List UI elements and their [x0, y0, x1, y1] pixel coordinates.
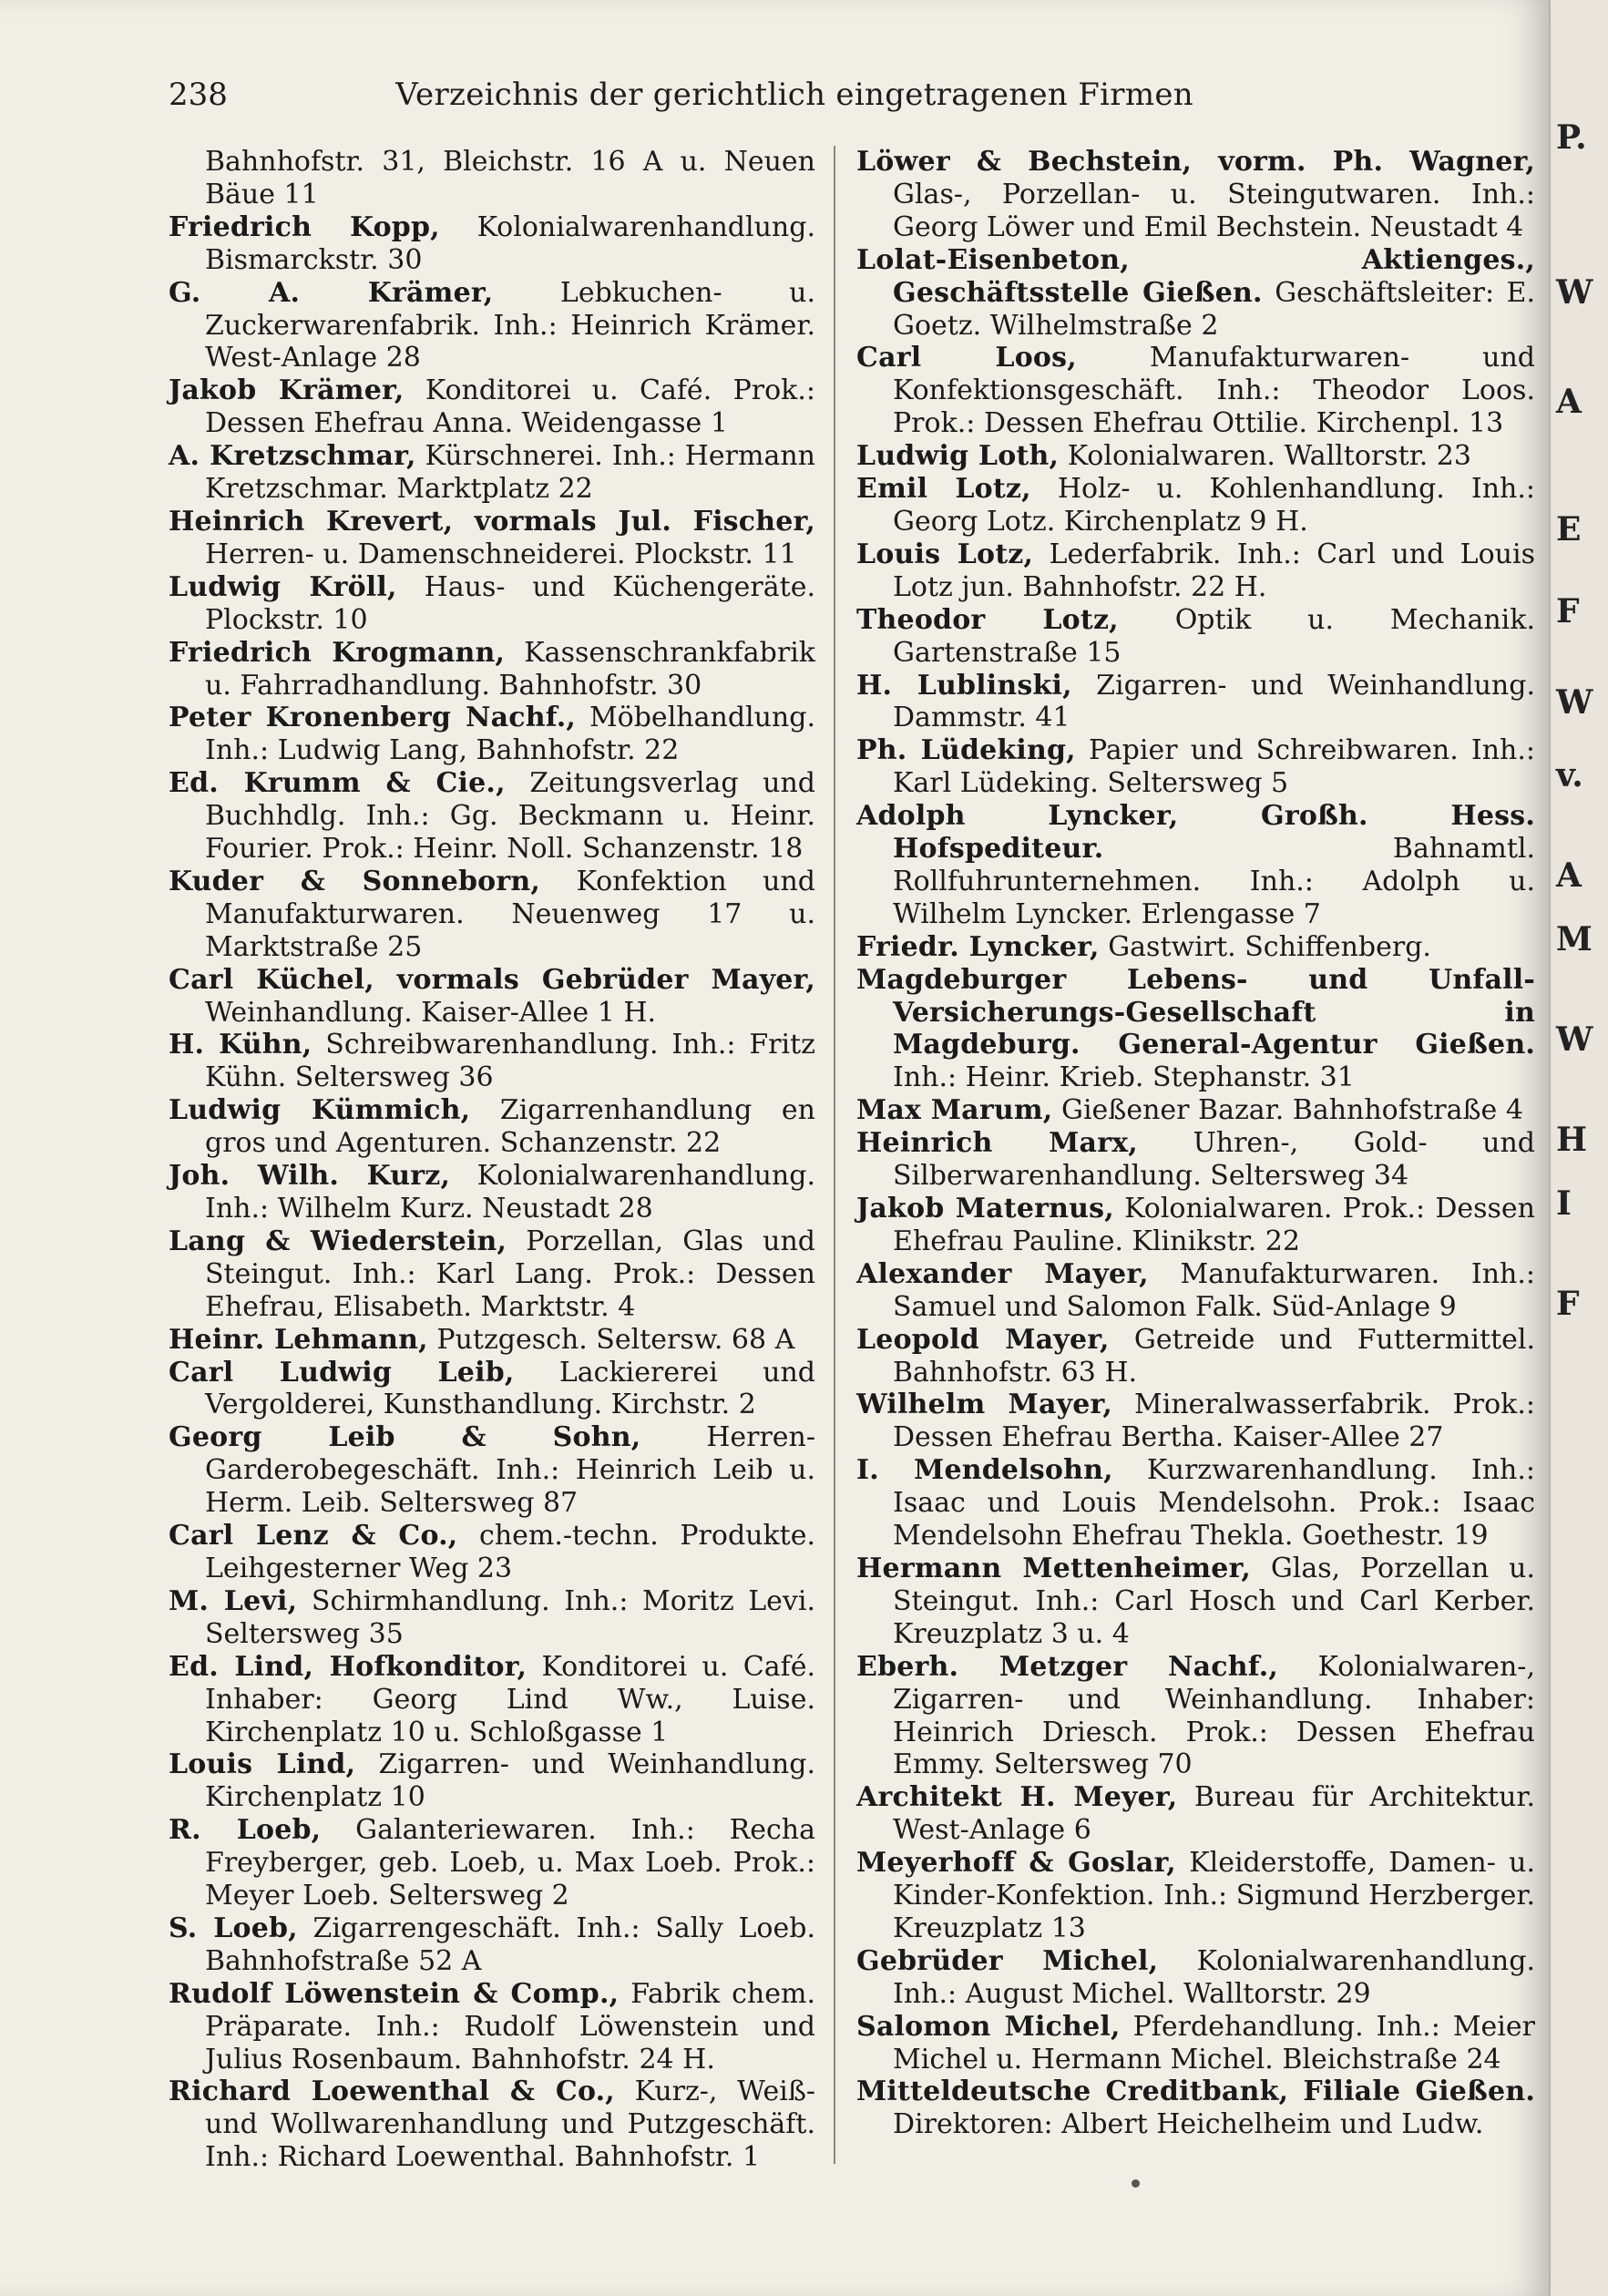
firm-name: H. Lublinski,	[856, 669, 1072, 702]
adjacent-page-fragment: P.	[1556, 118, 1587, 157]
firm-name: Eberh. Metzger Nachf.,	[856, 1650, 1279, 1683]
firm-details: Mineralwasserfabrik. Prok.: Dessen Ehefrau Bertha. Kaiser-Allee 27	[893, 1389, 1535, 1454]
firm-name: Magdeburger Lebens- und Unfall-Versicherungs-Gesellschaft in Magdeburg. General-Agentur Gießen.	[856, 963, 1535, 1061]
firm-details: Fabrik chem. Präparate. Inh.: Rudolf Löwenstein und Julius Rosenbaum. Bahnhofstr. 24 H.	[205, 1977, 815, 2076]
directory-entry	[856, 1258, 1535, 1324]
directory-entry	[856, 1781, 1535, 1847]
directory-entry	[169, 211, 815, 277]
directory-entry	[856, 1454, 1535, 1553]
firm-details: Herren-Garderobegeschäft. Inh.: Heinrich Leib u. Herm. Leib. Seltersweg 87	[205, 1421, 815, 1520]
firm-name: R. Loeb,	[169, 1814, 322, 1847]
firm-name: Ludwig Loth,	[856, 440, 1060, 473]
firm-details: Galanteriewaren. Inh.: Recha Freyberger, geb. Loeb, u. Max Loeb. Prok.: Meyer Loeb. Seltersweg 2	[205, 1814, 815, 1912]
directory-entry	[169, 146, 815, 211]
firm-details: Zigarrenhandlung en gros und Agenturen. Schanzenstr. 22	[205, 1094, 815, 1160]
firm-name: Friedrich Kopp,	[169, 210, 440, 243]
firm-name: Jakob Krämer,	[169, 374, 405, 407]
firm-name: Adolph Lyncker, Großh. Hess. Hofspediteur.	[856, 800, 1535, 866]
firm-name: Louis Lind,	[169, 1748, 356, 1781]
firm-details: Kürschnerei. Inh.: Hermann Kretzschmar. Marktplatz 22	[205, 440, 815, 506]
ink-spot	[1132, 2179, 1140, 2188]
firm-details: Zigarren- und Weinhandlung. Kirchenplatz 10	[205, 1748, 815, 1814]
adjacent-page-fragment: I	[1556, 1184, 1572, 1223]
directory-entry	[169, 1324, 815, 1357]
firm-details: Kolonialwarenhandlung. Inh.: Wilhelm Kurz. Neustadt 28	[205, 1160, 815, 1225]
firm-name: Alexander Mayer,	[856, 1257, 1149, 1290]
firm-details: Porzellan, Glas und Steingut. Inh.: Karl Lang. Prok.: Dessen Ehefrau, Elisabeth. Marktstr. 4	[205, 1225, 815, 1323]
directory-entry	[856, 1094, 1535, 1127]
firm-name: Rudolf Löwenstein & Comp.,	[169, 1977, 620, 2010]
firm-details: Zigarrengeschäft. Inh.: Sally Loeb. Bahnhofstraße 52 A	[205, 1912, 815, 1977]
firm-name: Emil Lotz,	[856, 473, 1031, 506]
firm-name: Ed. Krumm & Cie.,	[169, 767, 506, 800]
firm-details: Lederfabrik. Inh.: Carl und Louis Lotz jun. Bahnhofstr. 22 H.	[893, 538, 1535, 603]
directory-entry	[856, 146, 1535, 244]
firm-details: Getreide und Futtermittel. Bahnhofstr. 63 H.	[893, 1323, 1535, 1389]
directory-entry	[856, 2011, 1535, 2076]
right-column	[856, 146, 1535, 2141]
directory-entry	[169, 1160, 815, 1225]
directory-entry	[169, 1421, 815, 1520]
directory-entry	[169, 1912, 815, 1978]
adjacent-page-fragment: H	[1556, 1121, 1588, 1159]
directory-entry	[856, 244, 1535, 343]
directory-entry	[856, 1127, 1535, 1193]
firm-name: Leopold Mayer,	[856, 1323, 1110, 1356]
directory-entry	[856, 1847, 1535, 1945]
directory-entry	[856, 670, 1535, 735]
firm-name: Friedr. Lyncker,	[856, 930, 1100, 963]
firm-details: Haus- und Küchengeräte. Plockstr. 10	[205, 570, 815, 636]
firm-name: Joh. Wilh. Kurz,	[169, 1160, 451, 1193]
firm-name: I. Mendelsohn,	[856, 1454, 1113, 1487]
directory-entry	[169, 1225, 815, 1324]
firm-details: Glas, Porzellan u. Steingut. Inh.: Carl Hosch und Carl Kerber. Kreuzplatz 3 u. 4	[893, 1552, 1535, 1650]
directory-entry	[169, 767, 815, 866]
firm-details: Kassenschrankfabrik u. Fahrradhandlung. Bahnhofstr. 30	[205, 636, 815, 702]
firm-name: Löwer & Bechstein, vorm. Ph. Wagner,	[856, 146, 1535, 178]
firm-details: Gastwirt. Schiffenberg.	[1108, 930, 1431, 963]
directory-entry	[169, 964, 815, 1030]
directory-entry	[856, 800, 1535, 931]
firm-name: Ludwig Kümmich,	[169, 1094, 471, 1127]
firm-details: Konditorei u. Café. Inhaber: Georg Lind Ww., Luise. Kirchenplatz 10 u. Schloßgasse 1	[205, 1650, 815, 1748]
firm-name: Ph. Lüdeking,	[856, 734, 1076, 767]
adjacent-page-fragment: W	[1556, 1020, 1593, 1059]
adjacent-page-fragment: E	[1556, 510, 1582, 548]
directory-entry	[856, 604, 1535, 670]
firm-details: Konfektion und Manufakturwaren. Neuenweg 17 u. Marktstraße 25	[205, 865, 815, 963]
page-number: 238	[169, 77, 228, 113]
firm-name: Hermann Mettenheimer,	[856, 1552, 1252, 1584]
firm-details: Manufakturwaren- und Konfektionsgeschäft. Inh.: Theodor Loos. Prok.: Dessen Ehefrau Ottilie. Kirchenpl. 13	[893, 342, 1535, 440]
firm-details: Zeitungsverlag und Buchhdlg. Inh.: Gg. Beckmann u. Heinr. Fourier. Prok.: Heinr. Noll. Schanzenstr. 18	[205, 767, 815, 866]
directory-entry	[856, 2076, 1535, 2141]
adjacent-page-edge	[1549, 0, 1608, 2296]
firm-details: Herren- u. Damenschneiderei. Plockstr. 11	[205, 538, 797, 570]
running-title: Verzeichnis der gerichtlich eingetragenen Firmen	[395, 77, 1193, 113]
firm-name: Theodor Lotz,	[856, 603, 1119, 636]
firm-details: Gießener Bazar. Bahnhofstraße 4	[1060, 1094, 1523, 1127]
directory-entry	[169, 1748, 815, 1814]
directory-entry	[169, 1978, 815, 2076]
adjacent-page-fragment: F	[1556, 1285, 1580, 1323]
page-header	[169, 77, 1193, 124]
firm-name: Ed. Lind, Hofkonditor,	[169, 1650, 527, 1683]
column-divider	[834, 146, 835, 2164]
firm-details: Direktoren: Albert Heichelheim und Ludw.	[893, 2108, 1484, 2141]
directory-entry	[169, 440, 815, 506]
firm-name: Gebrüder Michel,	[856, 1944, 1159, 1977]
firm-name: Ludwig Kröll,	[169, 570, 397, 603]
firm-details: Bahnamtl. Rollfuhrunternehmen. Inh.: Adolph u. Wilhelm Lyncker. Erlengasse 7	[893, 833, 1535, 930]
firm-name: Louis Lotz,	[856, 538, 1034, 570]
directory-entry	[169, 506, 815, 571]
firm-details: Manufakturwaren. Inh.: Samuel und Salomon Falk. Süd-Anlage 9	[893, 1257, 1535, 1323]
firm-name: Friedrich Krogmann,	[169, 636, 506, 669]
firm-name: Heinrich Krevert, vormals Jul. Fischer,	[169, 505, 815, 538]
firm-details: Kolonialwaren-, Zigarren- und Weinhandlung. Inhaber: Heinrich Driesch. Prok.: Dessen Ehefrau Emmy. Seltersweg 70	[893, 1650, 1535, 1781]
directory-entry	[169, 702, 815, 767]
directory-entry	[856, 1324, 1535, 1389]
firm-name: S. Loeb,	[169, 1912, 298, 1944]
directory-entry	[856, 1553, 1535, 1651]
directory-entry	[169, 1029, 815, 1094]
directory-entry	[856, 1651, 1535, 1782]
firm-details: Kolonialwaren. Walltorstr. 23	[1067, 440, 1471, 473]
adjacent-page-fragment: W	[1556, 273, 1593, 312]
firm-name: Meyerhoff & Goslar,	[856, 1847, 1176, 1880]
firm-name: Lang & Wiederstein,	[169, 1225, 507, 1257]
firm-details: Glas-, Porzellan- u. Steingutwaren. Inh.: Georg Löwer und Emil Bechstein. Neustadt 4	[893, 178, 1535, 243]
directory-entry	[169, 1585, 815, 1651]
firm-details: Putzgesch. Seltersw. 68 A	[436, 1323, 795, 1356]
adjacent-page-fragment: v.	[1556, 756, 1583, 794]
directory-entry	[856, 538, 1535, 604]
directory-entry	[856, 734, 1535, 800]
firm-details: Konditorei u. Café. Prok.: Dessen Ehefrau Anna. Weidengasse 1	[205, 374, 815, 440]
firm-details: Kolonialwaren. Prok.: Dessen Ehefrau Pauline. Klinikstr. 22	[893, 1193, 1535, 1257]
directory-entry	[169, 866, 815, 964]
firm-details: Papier und Schreibwaren. Inh.: Karl Lüdeking. Seltersweg 5	[893, 734, 1535, 800]
directory-entry	[169, 571, 815, 637]
firm-name: Carl Küchel, vormals Gebrüder Mayer,	[169, 963, 815, 996]
adjacent-page-fragment: M	[1556, 920, 1593, 958]
directory-entry	[169, 1651, 815, 1749]
directory-entry	[856, 473, 1535, 538]
firm-name: Richard Loewenthal & Co.,	[169, 2076, 615, 2108]
firm-details: Kolonialwarenhandlung. Inh.: August Michel. Walltorstr. 29	[893, 1944, 1535, 2010]
adjacent-page-fragment: W	[1556, 683, 1593, 722]
firm-details: Weinhandlung. Kaiser-Allee 1 H.	[205, 996, 657, 1029]
left-column	[169, 146, 815, 2174]
firm-name: A. Kretzschmar,	[169, 440, 416, 473]
firm-name: Mitteldeutsche Creditbank, Filiale Gießen.	[856, 2076, 1535, 2108]
firm-details: Uhren-, Gold- und Silberwarenhandlung. Seltersweg 34	[893, 1127, 1536, 1193]
firm-details: Schreibwarenhandlung. Inh.: Fritz Kühn. Seltersweg 36	[205, 1029, 815, 1094]
firm-details: Optik u. Mechanik. Gartenstraße 15	[893, 603, 1535, 669]
firm-details: Kleiderstoffe, Damen- u. Kinder-Konfektion. Inh.: Sigmund Herzberger. Kreuzplatz 13	[893, 1847, 1535, 1944]
firm-name: Heinr. Lehmann,	[169, 1323, 428, 1356]
firm-details: Geschäftsleiter: E. Goetz. Wilhelmstraße 2	[893, 276, 1535, 342]
firm-name: Architekt H. Meyer,	[856, 1781, 1178, 1814]
firm-name: Carl Loos,	[856, 342, 1077, 374]
directory-entry	[169, 1357, 815, 1422]
firm-name: H. Kühn,	[169, 1029, 312, 1061]
directory-entry	[856, 931, 1535, 964]
directory-entry	[169, 1814, 815, 1912]
firm-name: G. A. Krämer,	[169, 276, 494, 309]
directory-entry	[856, 964, 1535, 1095]
firm-details: Bahnhofstr. 31, Bleichstr. 16 A u. Neuen Bäue 11	[205, 146, 815, 210]
directory-entry	[169, 1520, 815, 1585]
directory-entry	[169, 374, 815, 440]
firm-name: Carl Ludwig Leib,	[169, 1356, 515, 1389]
directory-entry	[856, 342, 1535, 440]
directory-entry	[169, 277, 815, 375]
firm-name: Carl Lenz & Co.,	[169, 1520, 458, 1553]
adjacent-page-fragment: A	[1556, 856, 1582, 895]
directory-entry	[856, 1945, 1535, 2011]
firm-details: Zigarren- und Weinhandlung. Dammstr. 41	[893, 669, 1535, 734]
firm-name: Max Marum,	[856, 1094, 1053, 1127]
firm-name: Lolat-Eisenbeton, Aktienges., Geschäftsstelle Gießen.	[856, 243, 1535, 309]
firm-name: Kuder & Sonneborn,	[169, 865, 541, 897]
firm-name: Georg Leib & Sohn,	[169, 1421, 641, 1454]
directory-entry	[856, 1389, 1535, 1454]
firm-details: Möbelhandlung. Inh.: Ludwig Lang, Bahnhofstr. 22	[205, 702, 815, 767]
directory-entry	[169, 2076, 815, 2174]
firm-name: Salomon Michel,	[856, 2010, 1121, 2043]
firm-details: Kurz-, Weiß- und Wollwarenhandlung und Putzgeschäft. Inh.: Richard Loewenthal. Bahnhofstr. 1	[205, 2076, 815, 2174]
firm-name: Wilhelm Mayer,	[856, 1389, 1112, 1421]
firm-name: Peter Kronenberg Nachf.,	[169, 702, 577, 734]
adjacent-page-fragment: F	[1556, 592, 1580, 630]
firm-details: chem.-techn. Produkte. Leihgesterner Weg 23	[205, 1520, 815, 1584]
firm-details: Lackiererei und Vergolderei, Kunsthandlung. Kirchstr. 2	[205, 1356, 815, 1421]
firm-name: Jakob Maternus,	[856, 1193, 1114, 1225]
directory-entry	[856, 1193, 1535, 1258]
firm-details: Inh.: Heinr. Krieb. Stephanstr. 31	[893, 1061, 1355, 1094]
adjacent-page-fragment: A	[1556, 383, 1582, 421]
firm-details: Kurzwarenhandlung. Inh.: Isaac und Louis Mendelsohn. Prok.: Isaac Mendelsohn Ehefrau Thekla. Goethestr. 19	[893, 1454, 1535, 1553]
firm-name: Heinrich Marx,	[856, 1127, 1138, 1160]
firm-details: Bureau für Architektur. West-Anlage 6	[893, 1781, 1535, 1847]
firm-details: Kolonialwarenhandlung. Bismarckstr. 30	[205, 210, 815, 276]
firm-name: M. Levi,	[169, 1584, 298, 1617]
directory-entry	[169, 1094, 815, 1160]
directory-entry	[856, 440, 1535, 473]
firm-details: Schirmhandlung. Inh.: Moritz Levi. Seltersweg 35	[205, 1584, 816, 1650]
directory-entry	[169, 637, 815, 702]
firm-details: Lebkuchen- u. Zuckerwarenfabrik. Inh.: Heinrich Krämer. West-Anlage 28	[205, 276, 816, 374]
firm-details: Pferdehandlung. Inh.: Meier Michel u. Hermann Michel. Bleichstraße 24	[893, 2010, 1535, 2076]
firm-details: Holz- u. Kohlenhandlung. Inh.: Georg Lotz. Kirchenplatz 9 H.	[893, 473, 1535, 538]
